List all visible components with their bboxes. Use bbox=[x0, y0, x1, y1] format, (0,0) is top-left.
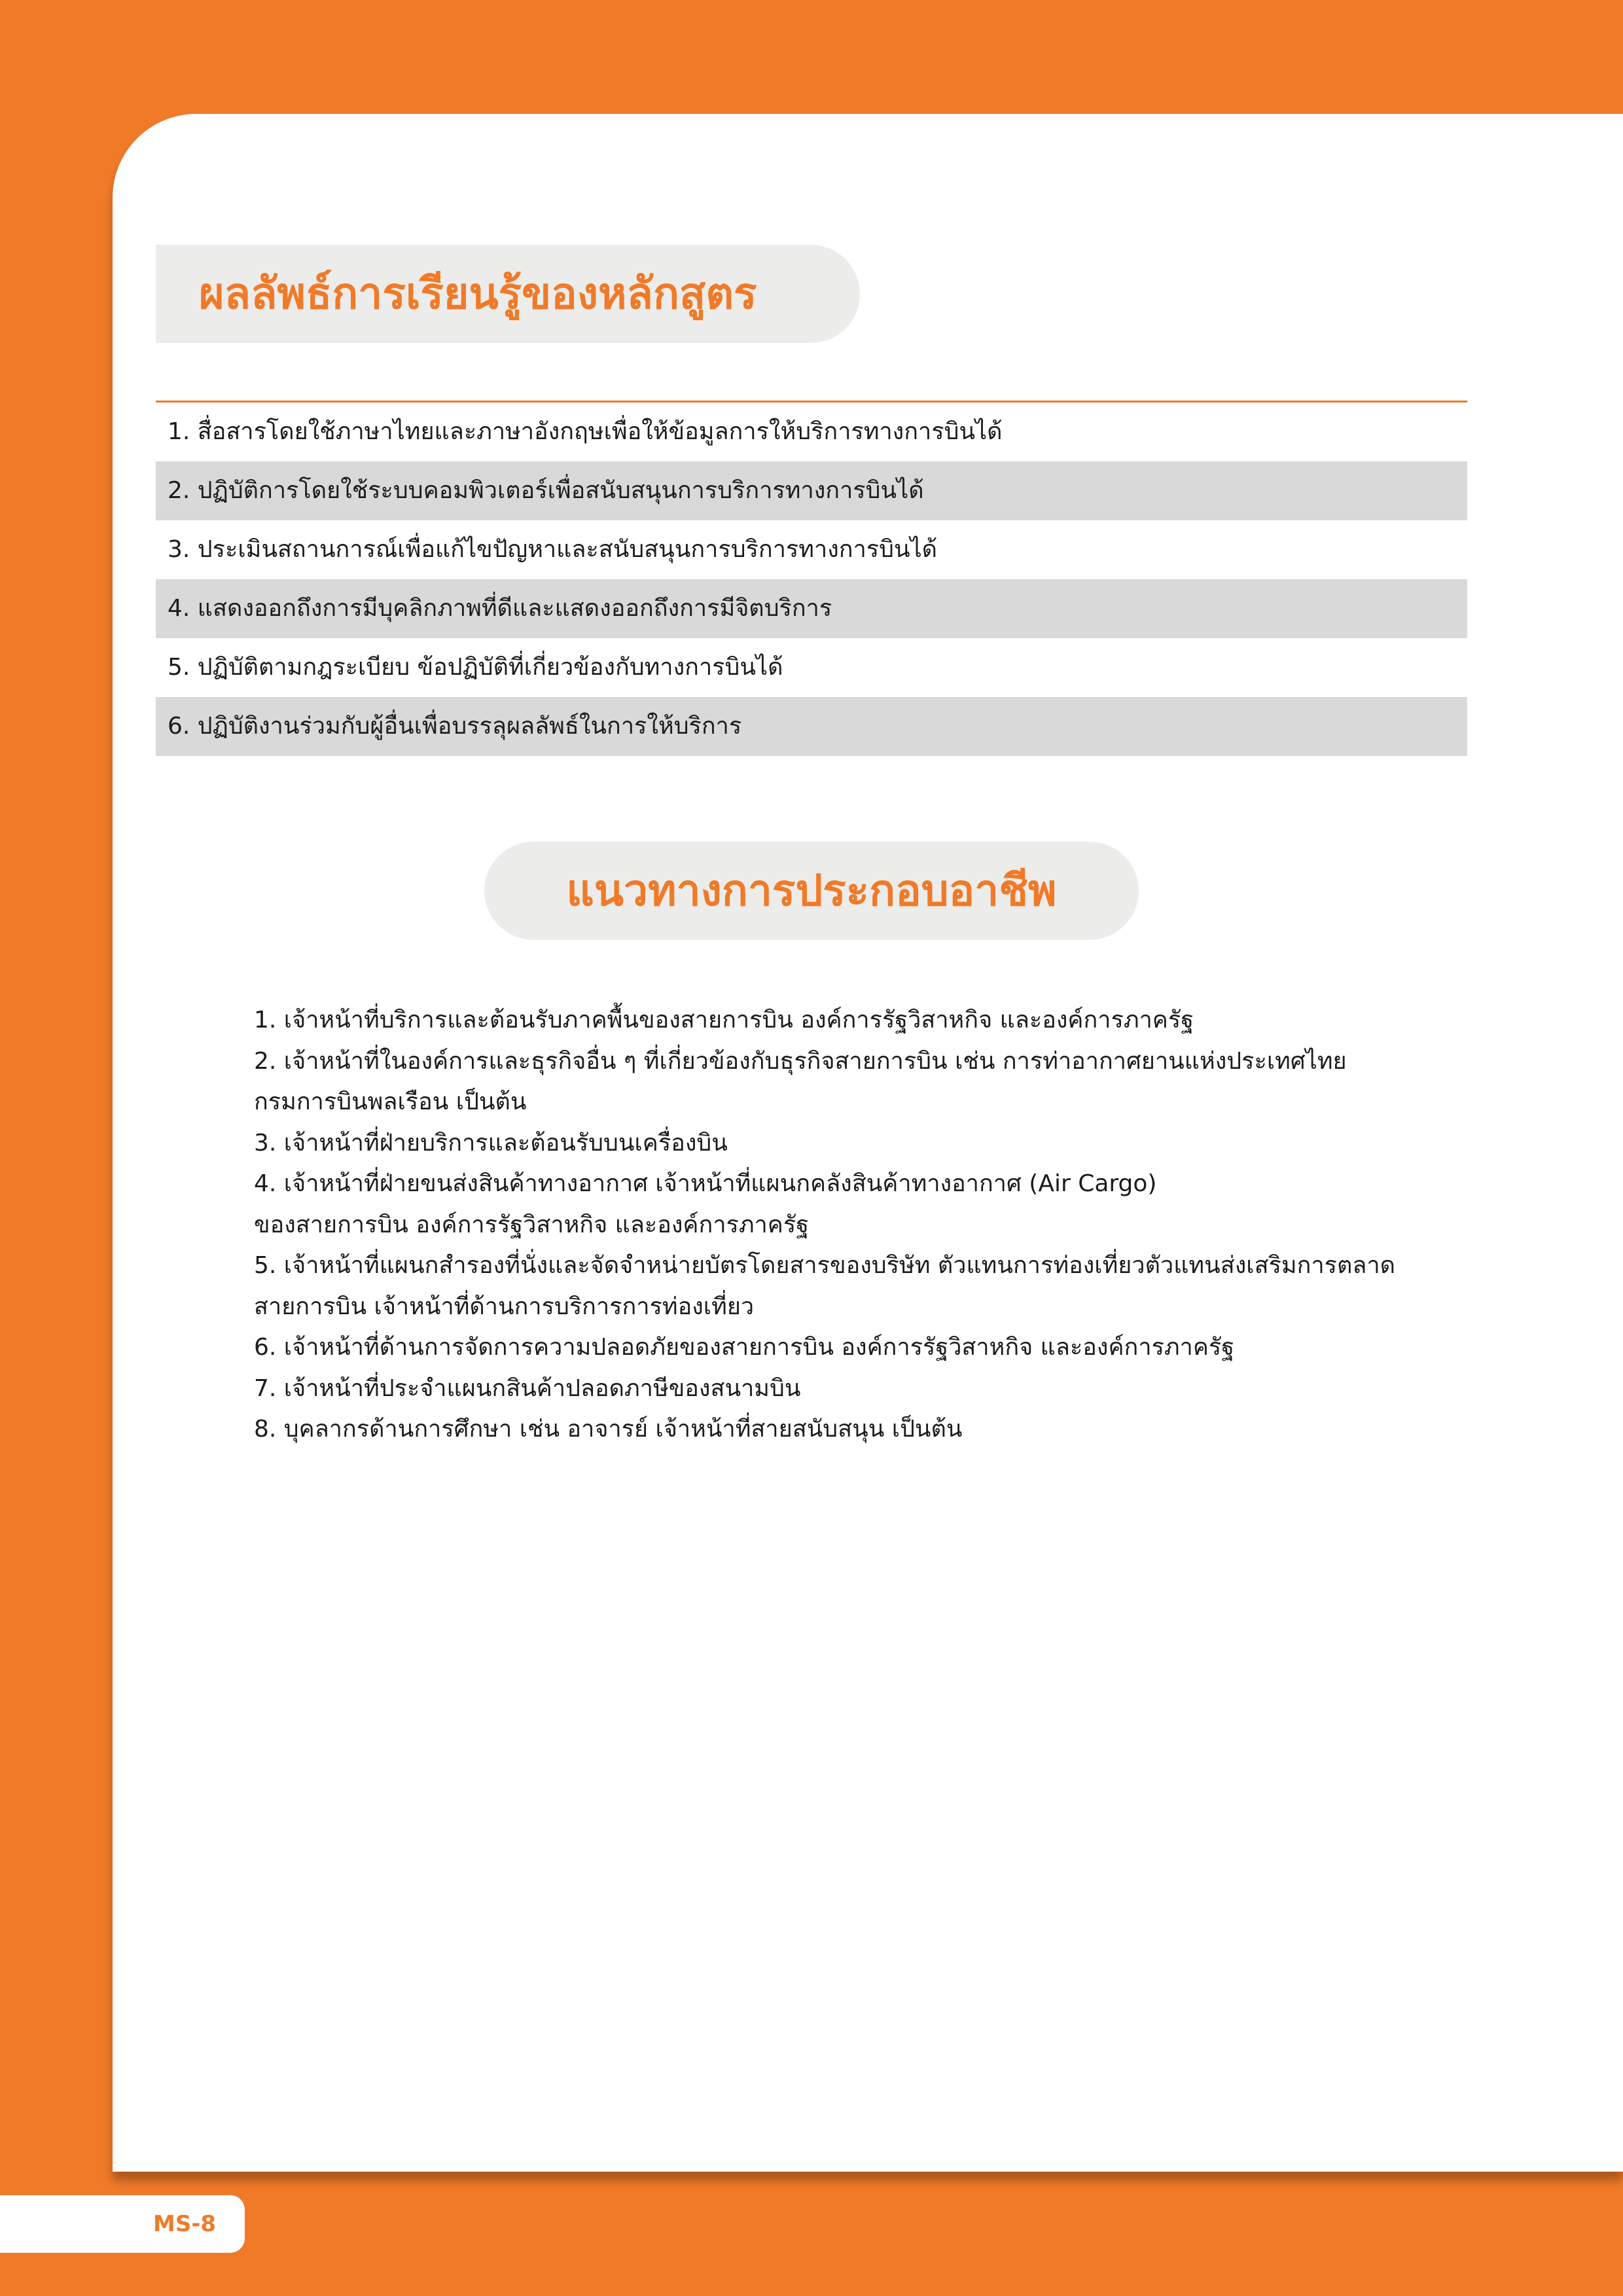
outcome-item-5: 5. ปฏิบัติตามกฎระเบียบ ข้อปฏิบัติที่เกี่ยวข้องกับทางการบินได้ bbox=[168, 654, 783, 681]
outcome-item-6: 6. ปฏิบัติงานร่วมกับผู้อื่นเพื่อบรรลุผลลัพธ์ในการให้บริการ bbox=[156, 697, 1467, 756]
outcome-item-3: 3. ประเมินสถานการณ์เพื่อแก้ไขปัญหาและสนับสนุนการบริการทางการบินได้ bbox=[168, 536, 938, 563]
career-line: 2. เจ้าหน้าที่ในองค์การและธุรกิจอื่น ๆ ที่เกี่ยวข้องกับธุรกิจสายการบิน เช่น การท่าอากาศยานแห่งประเทศไทย bbox=[254, 1047, 1347, 1075]
career-line: 1. เจ้าหน้าที่บริการและต้อนรับภาคพื้นของสายการบิน องค์การรัฐวิสาหกิจ และองค์การภาครัฐ bbox=[254, 1007, 1194, 1033]
outcome-item-1: 1. สื่อสารโดยใช้ภาษาไทยและภาษาอังกฤษเพื่อให้ข้อมูลการให้บริการทางการบินได้ bbox=[168, 418, 1003, 445]
career-paths-heading: แนวทางการประกอบอาชีพ bbox=[484, 842, 1139, 940]
outcome-item-4: 4. แสดงออกถึงการมีบุคลิกภาพที่ดีและแสดงออกถึงการมีจิตบริการ bbox=[156, 579, 1467, 638]
career-line: 5. เจ้าหน้าที่แผนกสำรองที่นั่งและจัดจำหน่ายบัตรโดยสารของบริษัท ตัวแทนการท่องเที่ยวตัวแทนส่งเสริมการตลาด bbox=[254, 1252, 1396, 1279]
career-line: สายการบิน เจ้าหน้าที่ด้านการบริการการท่องเที่ยว bbox=[254, 1293, 755, 1320]
career-line: 7. เจ้าหน้าที่ประจำแผนกสินค้าปลอดภาษีของสนามบิน bbox=[254, 1374, 801, 1402]
outcome-item-2: 2. ปฏิบัติการโดยใช้ระบบคอมพิวเตอร์เพื่อสนับสนุนการบริการทางการบินได้ bbox=[156, 461, 1467, 520]
career-line: กรมการบินพลเรือน เป็นต้น bbox=[254, 1088, 527, 1115]
learning-outcomes-heading: ผลลัพธ์การเรียนรู้ของหลักสูตร bbox=[156, 245, 860, 343]
learning-outcomes-list bbox=[156, 403, 1467, 756]
career-line: ของสายการบิน องค์การรัฐวิสาหกิจ และองค์การภาครัฐ bbox=[254, 1211, 810, 1238]
career-line: 6. เจ้าหน้าที่ด้านการจัดการความปลอดภัยของสายการบิน องค์การรัฐวิสาหกิจ และองค์การภาครัฐ bbox=[254, 1334, 1235, 1361]
career-line: 3. เจ้าหน้าที่ฝ่ายบริการและต้อนรับบนเครื่องบิน bbox=[254, 1129, 728, 1157]
career-line: 8. บุคลากรด้านการศึกษา เช่น อาจารย์ เจ้าหน้าที่สายสนับสนุน เป็นต้น bbox=[254, 1416, 963, 1443]
career-line: 4. เจ้าหน้าที่ฝ่ายขนส่งสินค้าทางอากาศ เจ้าหน้าที่แผนกคลังสินค้าทางอากาศ (Air Cargo) bbox=[254, 1170, 1157, 1197]
page-number-tab: MS-8 bbox=[0, 2195, 245, 2253]
career-paths-list bbox=[254, 1000, 1396, 1450]
